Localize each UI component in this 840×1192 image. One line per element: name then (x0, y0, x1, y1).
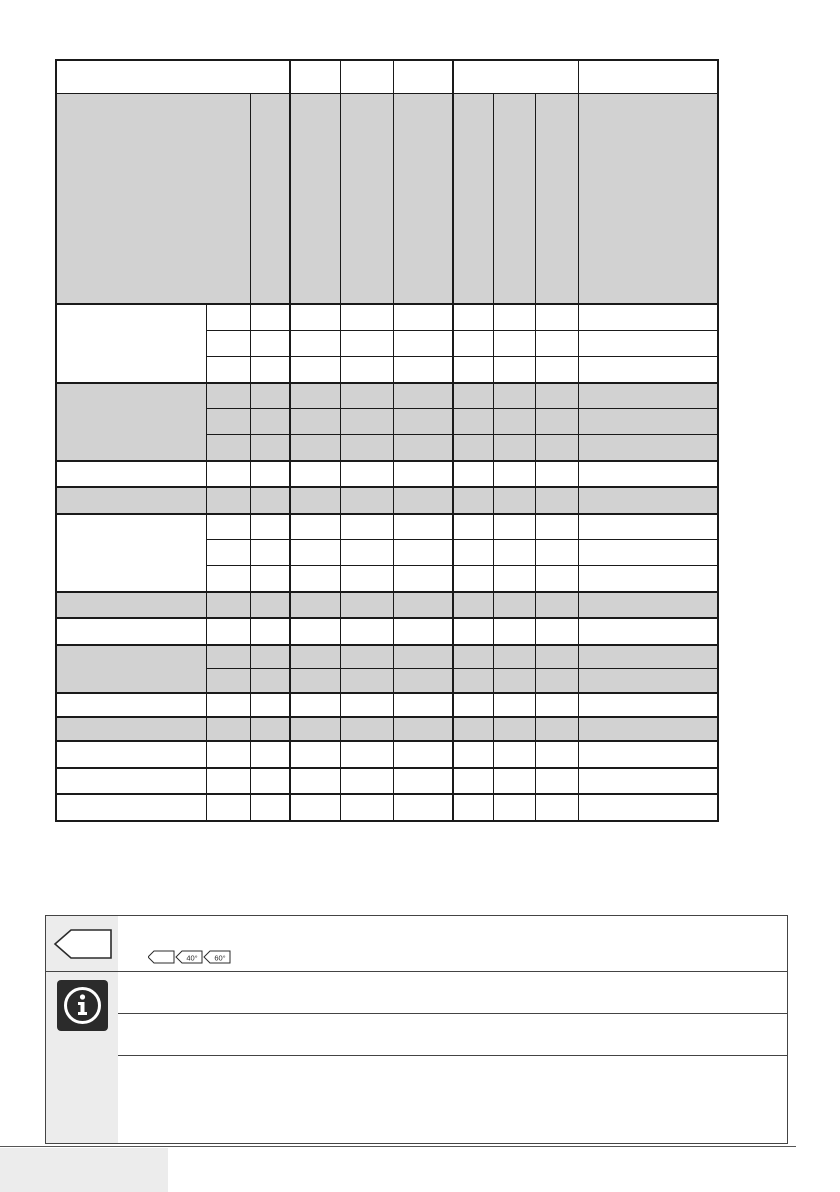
header-cell-c (393, 60, 453, 93)
table-cell (206, 304, 250, 330)
table-cell (535, 409, 578, 435)
table-cell (206, 669, 250, 693)
table-cell (393, 514, 453, 540)
program-name-cell (56, 618, 206, 644)
table-cell (393, 409, 453, 435)
table-cell (290, 566, 340, 592)
table-cell (250, 768, 290, 794)
table-cell (393, 304, 453, 330)
table-cell (453, 794, 493, 821)
table-cell (340, 566, 393, 592)
table-cell (535, 461, 578, 487)
table-cell (535, 356, 578, 382)
table-cell (453, 435, 493, 461)
table-cell (250, 566, 290, 592)
table-cell (535, 717, 578, 741)
divider (118, 1013, 787, 1014)
program-name-cell (56, 514, 206, 593)
table-cell (535, 566, 578, 592)
table-cell (578, 540, 718, 566)
table-cell (578, 304, 718, 330)
table-cell (535, 330, 578, 356)
table-cell (578, 383, 718, 409)
table-cell (290, 693, 340, 717)
table-cell (493, 383, 535, 409)
table-cell (535, 741, 578, 767)
table-cell (535, 693, 578, 717)
table-cell (206, 794, 250, 821)
table-cell (578, 330, 718, 356)
table-cell (493, 514, 535, 540)
table-cell (393, 768, 453, 794)
table-row (56, 618, 718, 644)
table-cell (250, 540, 290, 566)
table-cell (493, 592, 535, 618)
table-cell (340, 592, 393, 618)
table-cell (206, 768, 250, 794)
table-cell (290, 383, 340, 409)
table-cell (493, 794, 535, 821)
table-cell (393, 330, 453, 356)
table-cell (535, 487, 578, 513)
table-cell (206, 461, 250, 487)
table-cell (578, 435, 718, 461)
temperature-tags-icon (148, 950, 232, 964)
program-name-cell (56, 645, 206, 693)
table-cell (206, 618, 250, 644)
table-cell (340, 514, 393, 540)
temp-tag-60: 60° (214, 953, 226, 963)
program-name-cell (56, 717, 206, 741)
table-cell (250, 487, 290, 513)
table-cell (535, 540, 578, 566)
table-cell (290, 741, 340, 767)
temp-tag-40: 40° (186, 953, 198, 963)
subheader-cell (453, 93, 493, 304)
table-row (56, 304, 718, 330)
table-cell (535, 768, 578, 794)
table-cell (206, 514, 250, 540)
table-cell (206, 487, 250, 513)
table-cell (493, 304, 535, 330)
footer-page-tab (0, 1148, 168, 1192)
table-row (56, 768, 718, 794)
table-cell (453, 461, 493, 487)
table-cell (290, 618, 340, 644)
table-cell (578, 487, 718, 513)
table-cell (250, 330, 290, 356)
table-cell (340, 330, 393, 356)
table-cell (290, 540, 340, 566)
program-name-cell (56, 768, 206, 794)
table-cell (578, 693, 718, 717)
table-cell (206, 356, 250, 382)
header-cell-a (290, 60, 340, 93)
header-cell-last (578, 60, 718, 93)
table-cell (453, 383, 493, 409)
table-cell (290, 461, 340, 487)
table-cell (250, 383, 290, 409)
table-cell (493, 693, 535, 717)
table-cell (250, 693, 290, 717)
table-cell (250, 435, 290, 461)
table-cell (250, 304, 290, 330)
table-cell (453, 669, 493, 693)
program-name-cell (56, 487, 206, 513)
table-cell (290, 514, 340, 540)
table-cell (578, 618, 718, 644)
table-cell (453, 618, 493, 644)
table-cell (393, 741, 453, 767)
table-cell (250, 461, 290, 487)
table-cell (393, 618, 453, 644)
subheader-cell (340, 93, 393, 304)
subheader-cell (290, 93, 340, 304)
table-cell (393, 645, 453, 669)
program-name-cell (56, 592, 206, 618)
header-row (56, 60, 718, 93)
divider (46, 971, 787, 972)
table-cell (290, 768, 340, 794)
subheader-cell (250, 93, 290, 304)
table-cell (453, 693, 493, 717)
header-cell-options (453, 60, 578, 93)
table-row (56, 461, 718, 487)
table-cell (340, 356, 393, 382)
table-cell (340, 461, 393, 487)
table-cell (206, 645, 250, 669)
table-cell (250, 618, 290, 644)
table-cell (578, 461, 718, 487)
table-cell (250, 645, 290, 669)
table-cell (493, 356, 535, 382)
table-cell (340, 717, 393, 741)
table-cell (578, 794, 718, 821)
table-cell (393, 540, 453, 566)
table-cell (393, 566, 453, 592)
table-cell (453, 409, 493, 435)
table-cell (578, 669, 718, 693)
table-cell (206, 330, 250, 356)
table-cell (340, 768, 393, 794)
table-row (56, 645, 718, 669)
table-cell (453, 514, 493, 540)
table-cell (250, 669, 290, 693)
table-cell (206, 409, 250, 435)
table-cell (340, 487, 393, 513)
table-cell (290, 487, 340, 513)
table-cell (393, 435, 453, 461)
table-cell (578, 566, 718, 592)
table-cell (493, 741, 535, 767)
table-cell (453, 487, 493, 513)
table-cell (393, 356, 453, 382)
table-cell (453, 330, 493, 356)
header-cell-program (56, 60, 290, 93)
program-name-cell (56, 794, 206, 821)
table-cell (493, 645, 535, 669)
table-cell (393, 592, 453, 618)
subheader-cell (535, 93, 578, 304)
table-cell (340, 669, 393, 693)
table-cell (250, 514, 290, 540)
table-cell (340, 645, 393, 669)
table-cell (493, 717, 535, 741)
table-cell (340, 304, 393, 330)
table-cell (535, 435, 578, 461)
table-cell (578, 592, 718, 618)
table-cell (453, 566, 493, 592)
table-cell (393, 487, 453, 513)
programme-table (55, 59, 719, 822)
table-cell (535, 592, 578, 618)
table-cell (290, 304, 340, 330)
table-cell (290, 717, 340, 741)
subheader-cell (493, 93, 535, 304)
table-cell (290, 592, 340, 618)
table-cell (290, 669, 340, 693)
info-box (45, 915, 788, 1144)
table-cell (578, 768, 718, 794)
table-cell (578, 645, 718, 669)
table-cell (493, 435, 535, 461)
table-cell (206, 383, 250, 409)
table-cell (453, 356, 493, 382)
table-cell (340, 693, 393, 717)
table-cell (250, 741, 290, 767)
table-cell (493, 487, 535, 513)
table-cell (535, 618, 578, 644)
subheader-cell (578, 93, 718, 304)
table-cell (340, 383, 393, 409)
table-cell (290, 409, 340, 435)
table-cell (393, 669, 453, 693)
program-name-cell (56, 383, 206, 462)
table-cell (535, 794, 578, 821)
table-cell (453, 717, 493, 741)
table-cell (393, 461, 453, 487)
table-cell (535, 669, 578, 693)
table-cell (578, 717, 718, 741)
table-cell (206, 435, 250, 461)
table-cell (340, 540, 393, 566)
program-name-cell (56, 304, 206, 383)
table-cell (393, 693, 453, 717)
table-row (56, 592, 718, 618)
table-cell (206, 592, 250, 618)
table-cell (453, 741, 493, 767)
table-cell (393, 383, 453, 409)
program-name-cell (56, 693, 206, 717)
subheader-row (56, 93, 718, 304)
table-cell (206, 717, 250, 741)
program-name-cell (56, 461, 206, 487)
table-cell (393, 794, 453, 821)
table-cell (340, 794, 393, 821)
table-cell (493, 540, 535, 566)
table-cell (206, 566, 250, 592)
table-cell (206, 741, 250, 767)
table-cell (578, 514, 718, 540)
table-cell (453, 304, 493, 330)
table-cell (493, 330, 535, 356)
table-cell (578, 356, 718, 382)
table-row (56, 693, 718, 717)
table-cell (290, 356, 340, 382)
divider (118, 1055, 787, 1056)
table-cell (206, 540, 250, 566)
table-row (56, 741, 718, 767)
table-cell (453, 768, 493, 794)
table-cell (493, 461, 535, 487)
table-cell (340, 435, 393, 461)
table-cell (250, 794, 290, 821)
table-cell (493, 618, 535, 644)
table-cell (493, 768, 535, 794)
table-cell (290, 435, 340, 461)
subheader-cell (56, 93, 250, 304)
table-cell (393, 717, 453, 741)
table-cell (290, 794, 340, 821)
table-cell (578, 409, 718, 435)
program-name-cell (56, 741, 206, 767)
subheader-cell (393, 93, 453, 304)
table-cell (340, 618, 393, 644)
table-cell (493, 669, 535, 693)
table-cell (250, 717, 290, 741)
header-cell-b (340, 60, 393, 93)
table-cell (453, 540, 493, 566)
table-cell (206, 693, 250, 717)
table-row (56, 514, 718, 540)
table-cell (290, 645, 340, 669)
table-row (56, 717, 718, 741)
table-cell (340, 409, 393, 435)
table-row (56, 794, 718, 821)
table-cell (453, 592, 493, 618)
table-cell (250, 356, 290, 382)
table-cell (578, 741, 718, 767)
table-cell (290, 330, 340, 356)
table-cell (535, 304, 578, 330)
table-cell (250, 592, 290, 618)
table-row (56, 383, 718, 409)
table-cell (340, 741, 393, 767)
table-cell (250, 409, 290, 435)
footer-divider (0, 1146, 796, 1147)
table-cell (535, 645, 578, 669)
info-icon (57, 980, 108, 1031)
temperature-label-icon (52, 925, 114, 963)
table-cell (535, 383, 578, 409)
table-cell (493, 409, 535, 435)
table-row (56, 487, 718, 513)
table-cell (493, 566, 535, 592)
table-cell (453, 645, 493, 669)
table-cell (535, 514, 578, 540)
